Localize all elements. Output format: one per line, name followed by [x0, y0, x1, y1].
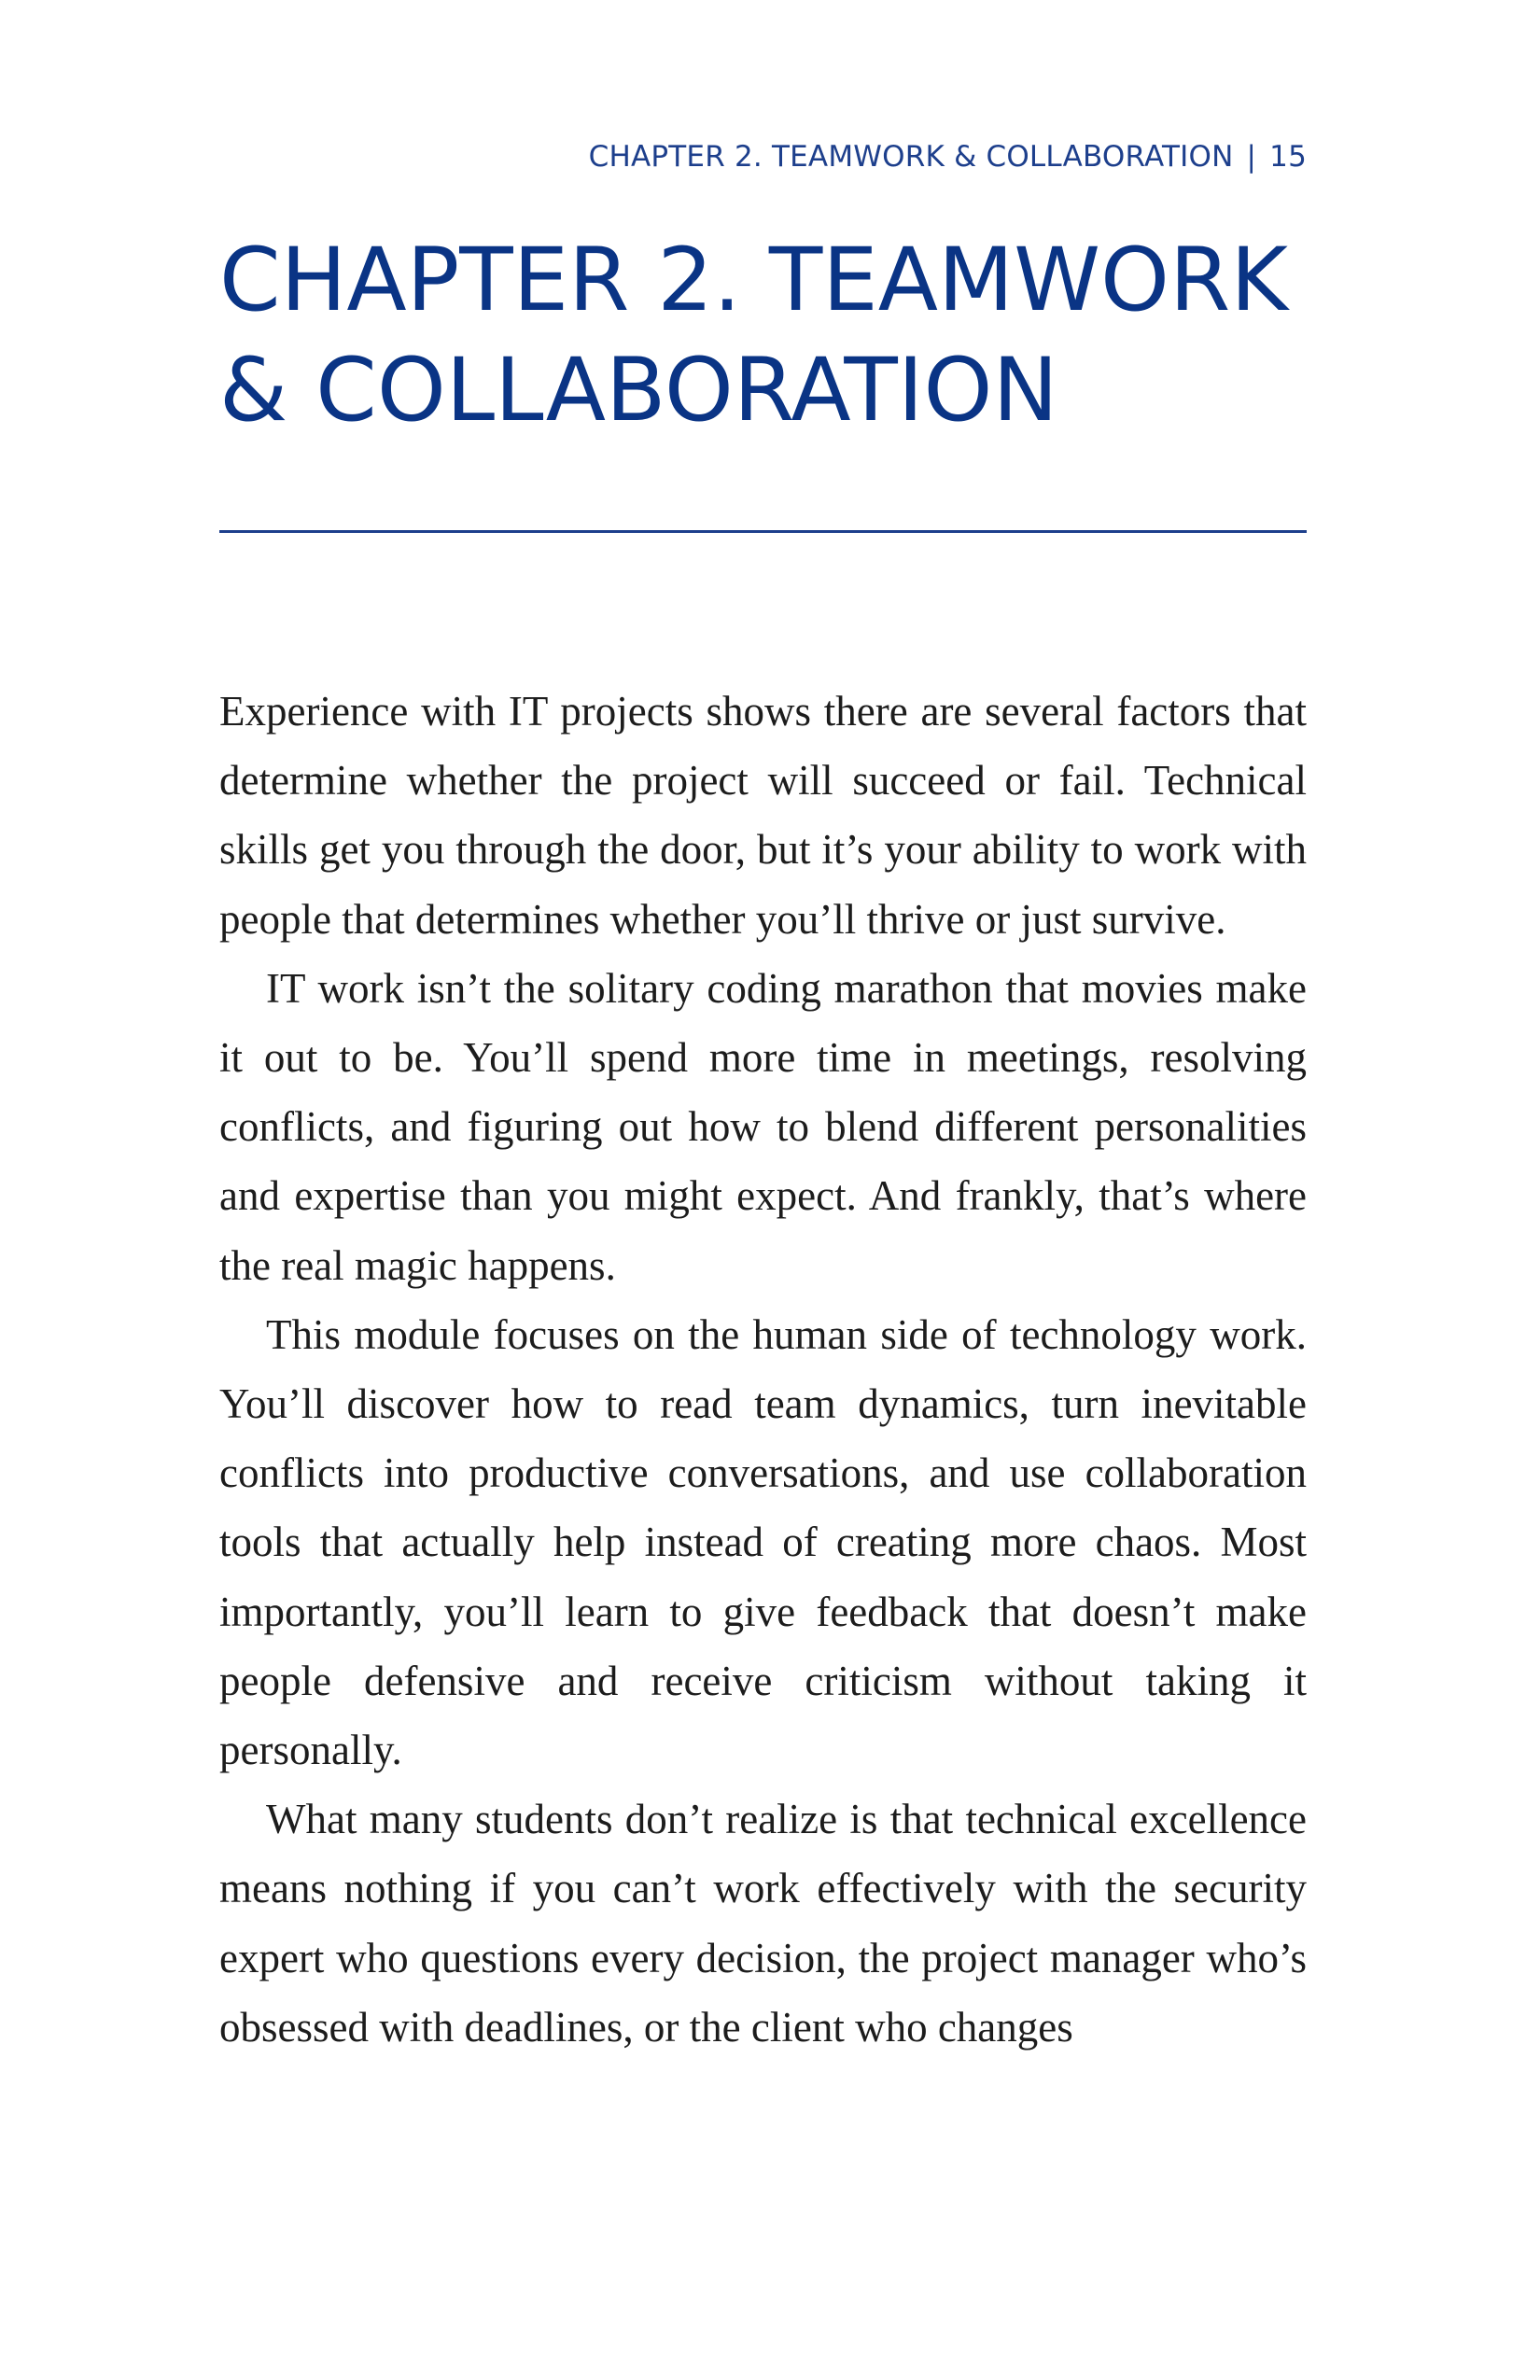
- paragraph-3: This module focuses on the human side of technology work. You’ll discover how to read team dynamics, turn inevitable conflicts into productive conversations, and use collaboration tools that actually help instead of creating more chaos. Most importantly, you’ll learn to give feedback that doesn’t make people defensive and receive criticism without taking it personally.: [219, 1310, 1307, 1774]
- paragraph-1: Experience with IT projects shows there are several factors that determine whether the project will succeed or fail. Technical skills get you through the door, but it’s your ability to work with people that determines whether you’ll thrive or just survive.: [219, 688, 1307, 943]
- running-head-title: CHAPTER 2. TEAMWORK & COLLABORATION: [588, 140, 1234, 174]
- running-head-separator: |: [1246, 140, 1257, 174]
- chapter-title-line-1: CHAPTER 2. TEAMWORK: [219, 230, 1288, 331]
- paragraph-4: What many students don’t realize is that technical excellence means nothing if you can’t work effectively with the security expert who questions every decision, the project manager who’s obsessed with deadlines, or the client who changes: [219, 1796, 1307, 2051]
- chapter-title-line-2: & COLLABORATION: [219, 340, 1058, 441]
- page-number: 15: [1269, 140, 1307, 174]
- title-divider: [219, 530, 1307, 533]
- chapter-title: [219, 226, 1311, 446]
- running-head: [589, 140, 1307, 174]
- body-text: [219, 677, 1307, 2062]
- paragraph-2: IT work isn’t the solitary coding marathon that movies make it out to be. You’ll spend more time in meetings, resolving conflicts, and figuring out how to blend different personalities and expertise than you might expect. And frankly, that’s where the real magic happens.: [219, 964, 1307, 1289]
